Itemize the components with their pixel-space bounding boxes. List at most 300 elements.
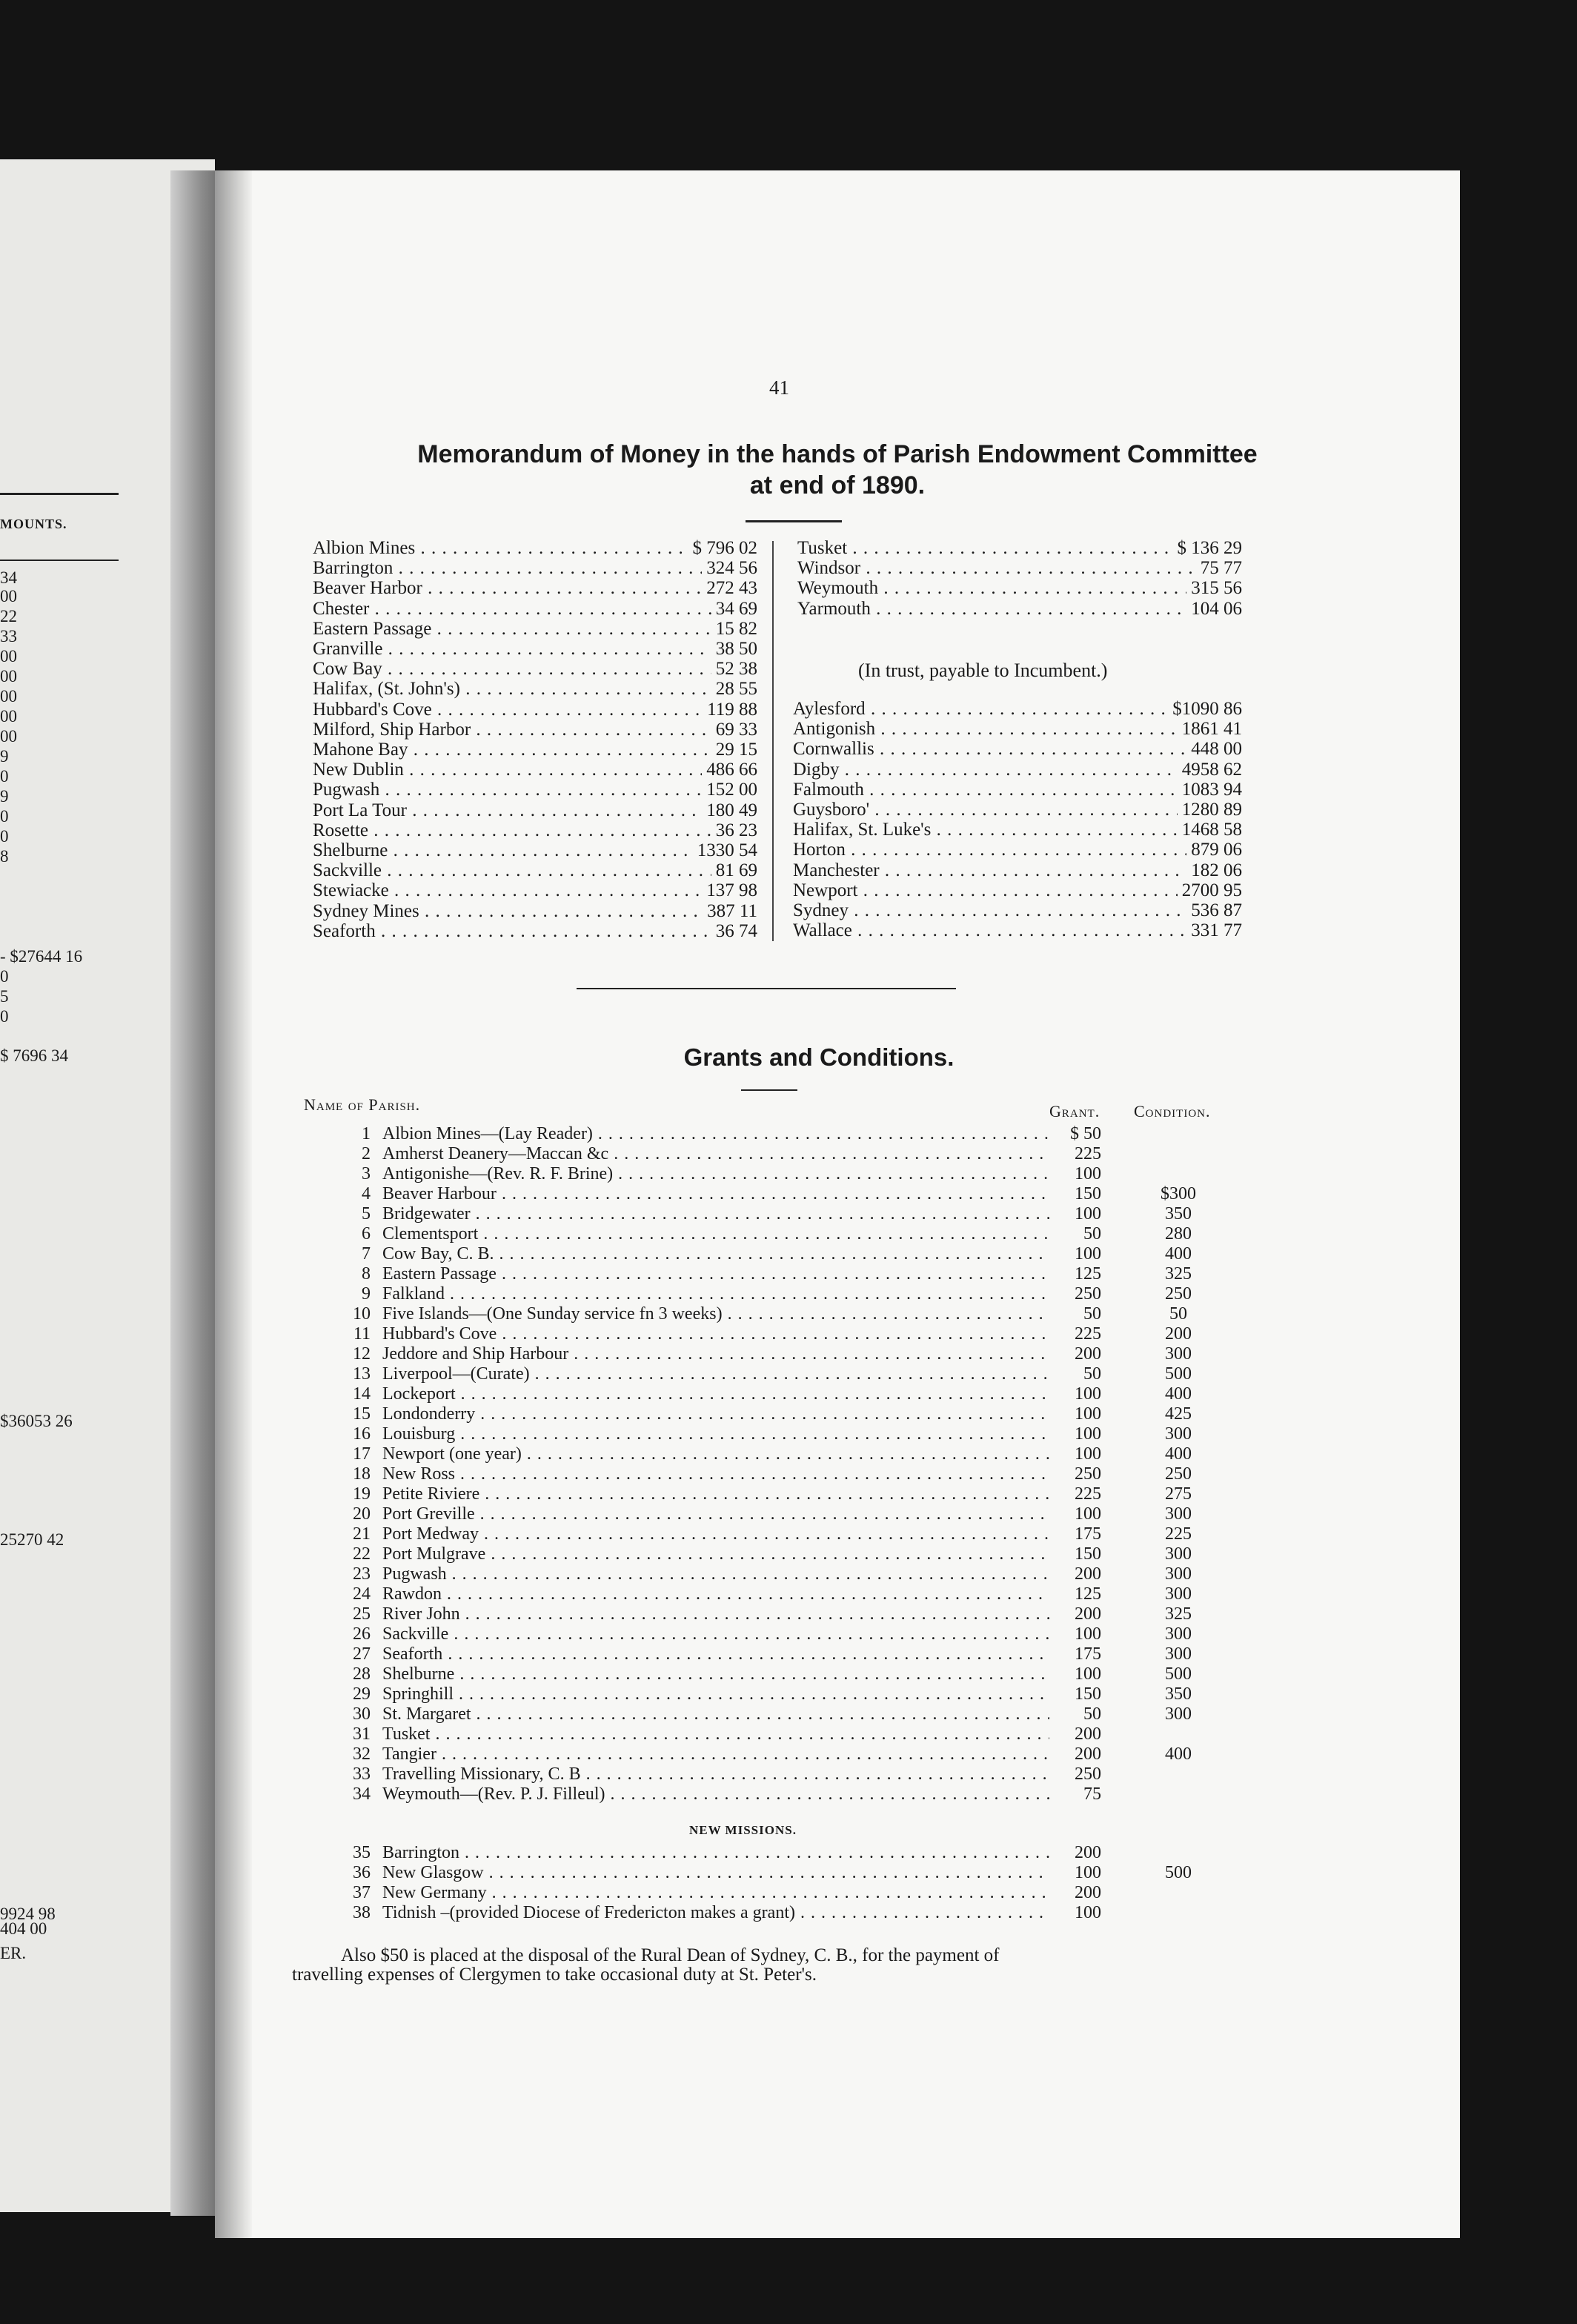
grant-amount: $ 50 — [1070, 1124, 1101, 1143]
grant-amount: 200 — [1075, 1744, 1101, 1764]
grant-amount: 100 — [1075, 1404, 1101, 1424]
facing-page-fragment: 00 — [0, 727, 17, 746]
condition-amount: 225 — [1165, 1524, 1192, 1544]
parish-name: Beaver Harbor . . . — [313, 578, 702, 598]
memo-row — [313, 700, 757, 720]
amount: 15 82 — [715, 618, 757, 639]
condition-amount: 350 — [1165, 1684, 1192, 1704]
table-row — [215, 1264, 1460, 1284]
row-number: 27 — [353, 1644, 371, 1664]
facing-page-fragment: 0 — [0, 967, 9, 986]
grant-amount: 125 — [1075, 1584, 1101, 1604]
column-header-parish: Name of Parish. — [304, 1095, 421, 1114]
condition-amount: 300 — [1165, 1424, 1192, 1444]
parish-name: Amherst Deanery—Maccan &c . . . — [382, 1144, 1049, 1164]
amount: 448 00 — [1191, 739, 1242, 760]
column-header-grant: Grant. — [1049, 1102, 1100, 1120]
parish-name: Lockeport . . . — [382, 1384, 1049, 1404]
parish-name: Falkland . . . — [382, 1284, 1049, 1304]
parish-name: Pugwash . . . — [382, 1564, 1049, 1584]
parish-name: Aylesford . . . — [793, 699, 1168, 719]
condition-amount: 500 — [1165, 1664, 1192, 1684]
grant-amount: 100 — [1075, 1384, 1101, 1404]
row-number: 16 — [353, 1424, 371, 1444]
parish-name: Chester . . . — [313, 599, 711, 619]
table-row — [215, 1144, 1460, 1164]
table-row — [215, 1204, 1460, 1224]
table-row — [215, 1364, 1460, 1384]
parish-name: Hubbard's Cove . . . — [313, 700, 703, 720]
memo-row — [797, 599, 1242, 619]
parish-name: Antigonishe—(Rev. R. F. Brine) . . . — [382, 1164, 1049, 1184]
table-row — [215, 1724, 1460, 1744]
parish-name: Antigonish . . . — [793, 719, 1178, 739]
parish-name: Cow Bay, C. B. . . . — [382, 1244, 1049, 1264]
amount: 137 98 — [706, 880, 757, 901]
parish-name: Liverpool—(Curate) . . . — [382, 1364, 1049, 1384]
amount: 182 06 — [1191, 860, 1242, 880]
facing-page-fragment: 00 — [0, 667, 17, 685]
parish-name: Londonderry . . . — [382, 1404, 1049, 1424]
memo-row — [797, 578, 1242, 598]
table-row — [215, 1883, 1460, 1903]
grant-amount: 100 — [1075, 1504, 1101, 1524]
grant-amount: 175 — [1075, 1644, 1101, 1664]
facing-page-fragment: 404 00 — [0, 1919, 47, 1938]
amount: 69 33 — [715, 719, 757, 740]
table-row — [215, 1184, 1460, 1204]
amount: 2700 95 — [1181, 880, 1242, 900]
row-number: 11 — [353, 1324, 371, 1344]
memo-row — [313, 921, 757, 941]
parish-name: Shelburne . . . — [382, 1664, 1049, 1684]
parish-name: River John . . . — [382, 1604, 1049, 1624]
grant-amount: 125 — [1075, 1264, 1101, 1284]
facing-page-fragment: - $27644 16 — [0, 947, 83, 966]
grant-amount: 100 — [1075, 1863, 1101, 1882]
condition-amount: 300 — [1165, 1624, 1192, 1644]
table-row — [215, 1124, 1460, 1144]
memo-row — [793, 760, 1242, 780]
parish-name: Eastern Passage . . . — [382, 1264, 1049, 1284]
row-number: 24 — [353, 1584, 371, 1604]
memo-row — [797, 538, 1242, 558]
page-number: 41 — [769, 376, 789, 399]
parish-name: Sydney Mines . . . — [313, 901, 703, 921]
parish-name: Seaforth . . . — [382, 1644, 1049, 1664]
memo-row — [793, 780, 1242, 800]
table-row — [215, 1324, 1460, 1344]
facing-page-fragment: 33 — [0, 627, 17, 645]
memo-row — [313, 720, 757, 740]
grant-amount: 225 — [1075, 1324, 1101, 1344]
new-missions-heading: NEW MISSIONS. — [689, 1823, 797, 1837]
row-number: 9 — [362, 1284, 371, 1304]
row-number: 25 — [353, 1604, 371, 1624]
facing-page-rule — [0, 493, 119, 495]
condition-amount: 200 — [1165, 1324, 1192, 1344]
parish-name: Yarmouth . . . — [797, 599, 1186, 619]
grant-amount: 200 — [1075, 1724, 1101, 1744]
grants-title: Grants and Conditions. — [683, 1043, 954, 1071]
table-row — [215, 1244, 1460, 1264]
grant-amount: 250 — [1075, 1764, 1101, 1784]
memo-row — [313, 860, 757, 880]
condition-amount: 300 — [1165, 1704, 1192, 1724]
row-number: 37 — [353, 1883, 371, 1902]
parish-name: Digby . . . — [793, 760, 1178, 780]
closing-note-line2: travelling expenses of Clergymen to take occasional duty at St. Peter's. — [292, 1965, 817, 1985]
parish-name: Jeddore and Ship Harbour . . . — [382, 1344, 1049, 1364]
condition-amount: 250 — [1165, 1464, 1192, 1484]
parish-name: Sydney . . . — [793, 900, 1186, 920]
parish-name: Port Greville . . . — [382, 1504, 1049, 1524]
row-number: 3 — [362, 1164, 371, 1183]
memo-row — [313, 820, 757, 840]
amount: 52 38 — [715, 659, 757, 680]
condition-amount: 300 — [1165, 1344, 1192, 1364]
amount: 29 15 — [715, 740, 757, 760]
amount: 536 87 — [1191, 900, 1242, 921]
grant-amount: 100 — [1075, 1903, 1101, 1922]
row-number: 12 — [353, 1344, 371, 1364]
table-row — [215, 1504, 1460, 1524]
row-number: 8 — [362, 1264, 371, 1284]
table-row — [215, 1624, 1460, 1644]
parish-name: Springhill . . . — [382, 1684, 1049, 1704]
condition-amount: 280 — [1165, 1224, 1192, 1244]
condition-amount: 350 — [1165, 1204, 1192, 1224]
table-row — [215, 1584, 1460, 1604]
table-row — [215, 1784, 1460, 1805]
memo-title-line1: Memorandum of Money in the hands of Parish Endowment Committee — [417, 440, 1258, 468]
condition-amount: 275 — [1165, 1484, 1192, 1504]
table-row — [215, 1464, 1460, 1484]
amount: 4958 62 — [1181, 759, 1242, 780]
condition-amount: 425 — [1165, 1404, 1192, 1424]
row-number: 2 — [362, 1144, 371, 1163]
amount: 81 69 — [715, 860, 757, 881]
memo-row — [313, 679, 757, 699]
parish-name: Barrington . . . — [313, 558, 702, 578]
parish-name: Seaforth . . . — [313, 921, 711, 941]
grant-amount: 200 — [1075, 1564, 1101, 1584]
row-number: 36 — [353, 1863, 371, 1882]
row-number: 14 — [353, 1384, 371, 1404]
table-row — [215, 1604, 1460, 1624]
condition-amount: 500 — [1165, 1863, 1192, 1882]
parish-name: New Dublin . . . — [313, 760, 702, 780]
row-number: 26 — [353, 1624, 371, 1644]
memo-row — [313, 780, 757, 800]
parish-name: Tusket . . . — [382, 1724, 1049, 1744]
parish-name: New Glasgow . . . — [382, 1863, 1049, 1883]
facing-page-fragment: 9 — [0, 787, 9, 806]
parish-name: Wallace . . . — [793, 920, 1186, 940]
table-row — [215, 1524, 1460, 1544]
row-number: 21 — [353, 1524, 371, 1544]
parish-name: Milford, Ship Harbor . . . — [313, 720, 711, 740]
condition-amount: 400 — [1165, 1744, 1192, 1764]
grant-amount: 200 — [1075, 1883, 1101, 1902]
facing-page-fragment: 25270 42 — [0, 1530, 64, 1549]
row-number: 35 — [353, 1843, 371, 1862]
memo-row — [313, 740, 757, 760]
parish-name: New Germany . . . — [382, 1883, 1049, 1903]
condition-amount: 400 — [1165, 1244, 1192, 1264]
memo-row — [793, 739, 1242, 759]
grant-amount: 200 — [1075, 1843, 1101, 1862]
facing-page-fragment: 0 — [0, 1007, 9, 1026]
memo-row — [313, 840, 757, 860]
condition-amount: 250 — [1165, 1284, 1192, 1304]
amount: 34 69 — [715, 598, 757, 619]
table-row — [215, 1224, 1460, 1244]
column-header-condition: Condition. — [1134, 1102, 1211, 1120]
parish-name: Eastern Passage . . . — [313, 619, 711, 639]
row-number: 32 — [353, 1744, 371, 1764]
parish-name: Port Mulgrave . . . — [382, 1544, 1049, 1564]
parish-name: Petite Riviere . . . — [382, 1484, 1049, 1504]
grant-amount: 50 — [1083, 1364, 1101, 1384]
memo-row — [793, 880, 1242, 900]
memo-row — [313, 578, 757, 598]
parish-name: Hubbard's Cove . . . — [382, 1324, 1049, 1344]
condition-amount: 300 — [1165, 1504, 1192, 1524]
row-number: 5 — [362, 1204, 371, 1224]
amount: 1083 94 — [1181, 779, 1242, 800]
memo-right-top-column — [797, 538, 1242, 619]
table-row — [215, 1344, 1460, 1364]
parish-name: Newport . . . — [793, 880, 1178, 900]
row-number: 28 — [353, 1664, 371, 1684]
condition-amount: 400 — [1165, 1384, 1192, 1404]
parish-name: Tidnish –(provided Diocese of Fredericton makes a grant) . . . — [382, 1903, 1049, 1923]
grant-amount: 50 — [1083, 1304, 1101, 1324]
memo-row — [797, 558, 1242, 578]
parish-name: Windsor . . . — [797, 558, 1196, 578]
table-row — [215, 1424, 1460, 1444]
parish-name: Granville . . . — [313, 639, 711, 659]
table-row — [215, 1744, 1460, 1764]
table-row — [215, 1284, 1460, 1304]
parish-name: Horton . . . — [793, 840, 1186, 860]
condition-amount: 50 — [1169, 1304, 1187, 1324]
memo-row — [313, 901, 757, 921]
condition-amount: 300 — [1165, 1564, 1192, 1584]
grant-amount: 225 — [1075, 1144, 1101, 1163]
grant-amount: 250 — [1075, 1284, 1101, 1304]
amount: 272 43 — [706, 578, 757, 599]
facing-page-fragment: 0 — [0, 827, 9, 846]
facing-page-fragment: 00 — [0, 687, 17, 706]
column-divider — [772, 541, 774, 941]
memo-row — [793, 920, 1242, 940]
amount: 1468 58 — [1181, 820, 1242, 840]
grant-amount: 175 — [1075, 1524, 1101, 1544]
parish-name: Port La Tour . . . — [313, 800, 702, 820]
amount: $ 136 29 — [1177, 538, 1242, 558]
row-number: 1 — [362, 1124, 371, 1143]
amount: 331 77 — [1191, 920, 1242, 941]
row-number: 17 — [353, 1444, 371, 1464]
condition-amount: 325 — [1165, 1264, 1192, 1284]
grant-amount: 100 — [1075, 1164, 1101, 1183]
table-row — [215, 1304, 1460, 1324]
row-number: 6 — [362, 1224, 371, 1244]
amount: 38 50 — [715, 639, 757, 660]
amount: 879 06 — [1191, 840, 1242, 860]
memo-row — [793, 800, 1242, 820]
table-row — [215, 1484, 1460, 1504]
table-row — [215, 1764, 1460, 1784]
row-number: 22 — [353, 1544, 371, 1564]
row-number: 30 — [353, 1704, 371, 1724]
parish-name: Albion Mines—(Lay Reader) . . . — [382, 1124, 1049, 1144]
parish-name: Rosette . . . — [313, 820, 711, 840]
grants-title-rule — [741, 1089, 797, 1091]
table-row — [215, 1404, 1460, 1424]
amount: 36 23 — [715, 820, 757, 840]
memo-row — [313, 659, 757, 679]
facing-page-fragment: 8 — [0, 847, 9, 866]
parish-name: Travelling Missionary, C. B . . . — [382, 1764, 1049, 1784]
facing-page-fragment: 00 — [0, 707, 17, 726]
row-number: 38 — [353, 1903, 371, 1922]
grant-amount: 100 — [1075, 1664, 1101, 1684]
parish-name: Shelburne . . . — [313, 840, 693, 860]
parish-name: Mahone Bay . . . — [313, 740, 711, 760]
facing-page-fragment: 00 — [0, 587, 17, 605]
memo-row — [313, 800, 757, 820]
parish-name: St. Margaret . . . — [382, 1704, 1049, 1724]
grant-amount: 200 — [1075, 1604, 1101, 1624]
grant-amount: 100 — [1075, 1444, 1101, 1464]
condition-amount: 300 — [1165, 1584, 1192, 1604]
memo-row — [313, 639, 757, 659]
memo-right-trust-column — [793, 699, 1242, 940]
facing-page-fragment: 00 — [0, 647, 17, 665]
grant-amount: 50 — [1083, 1224, 1101, 1244]
parish-name: Louisburg . . . — [382, 1424, 1049, 1444]
table-row — [215, 1164, 1460, 1184]
parish-name: Barrington . . . — [382, 1843, 1049, 1863]
parish-name: Sackville . . . — [313, 860, 711, 880]
facing-page-rule — [0, 560, 119, 561]
memo-row — [793, 840, 1242, 860]
parish-name: Bridgewater . . . — [382, 1204, 1049, 1224]
parish-name: Beaver Harbour . . . — [382, 1184, 1049, 1204]
grant-amount: 75 — [1083, 1784, 1101, 1804]
table-row — [215, 1843, 1460, 1863]
facing-page-fragment: $ 7696 34 — [0, 1046, 68, 1065]
grant-amount: 150 — [1075, 1184, 1101, 1204]
memo-row — [313, 558, 757, 578]
parish-name: Port Medway . . . — [382, 1524, 1049, 1544]
amount: 104 06 — [1191, 598, 1242, 619]
row-number: 20 — [353, 1504, 371, 1524]
parish-name: Halifax, St. Luke's . . . — [793, 820, 1178, 840]
facing-page-fragment: ER. — [0, 1944, 27, 1962]
row-number: 19 — [353, 1484, 371, 1504]
row-number: 31 — [353, 1724, 371, 1744]
memo-row — [313, 619, 757, 639]
amount: $1090 86 — [1172, 699, 1242, 719]
section-rule — [577, 988, 956, 989]
parish-name: Clementsport . . . — [382, 1224, 1049, 1244]
memo-row — [793, 699, 1242, 719]
grant-amount: 50 — [1083, 1704, 1101, 1724]
table-row — [215, 1664, 1460, 1684]
amount: 180 49 — [706, 800, 757, 820]
grant-amount: 250 — [1075, 1464, 1101, 1484]
parish-name: Sackville . . . — [382, 1624, 1049, 1644]
parish-name: Albion Mines . . . — [313, 538, 688, 558]
amount: 119 88 — [707, 699, 757, 720]
facing-page-fragment: 5 — [0, 987, 9, 1006]
table-row — [215, 1644, 1460, 1664]
condition-amount: 300 — [1165, 1544, 1192, 1564]
parish-name: Manchester . . . — [793, 860, 1186, 880]
facing-page-fragment: 9924 98 — [0, 1905, 56, 1923]
grant-amount: 100 — [1075, 1204, 1101, 1224]
parish-name: Rawdon . . . — [382, 1584, 1049, 1604]
parish-name: Weymouth . . . — [797, 578, 1186, 598]
parish-name: Cornwallis . . . — [793, 739, 1186, 759]
memo-row — [793, 860, 1242, 880]
row-number: 7 — [362, 1244, 371, 1264]
memo-left-column — [313, 538, 757, 941]
parish-name: Tangier . . . — [382, 1744, 1049, 1764]
table-row — [215, 1863, 1460, 1883]
row-number: 13 — [353, 1364, 371, 1384]
row-number: 23 — [353, 1564, 371, 1584]
grant-amount: 150 — [1075, 1684, 1101, 1704]
table-row — [215, 1384, 1460, 1404]
row-number: 29 — [353, 1684, 371, 1704]
amount: 28 55 — [715, 679, 757, 700]
amount: $ 796 02 — [692, 538, 757, 558]
memo-row — [313, 880, 757, 900]
title-rule — [746, 520, 842, 522]
book-page — [215, 170, 1460, 2238]
parish-name: Falmouth . . . — [793, 780, 1178, 800]
parish-name: Guysboro' . . . — [793, 800, 1178, 820]
condition-amount: $300 — [1161, 1184, 1196, 1204]
table-row — [215, 1684, 1460, 1704]
row-number: 15 — [353, 1404, 371, 1424]
memo-row — [793, 900, 1242, 920]
row-number: 34 — [353, 1784, 371, 1804]
facing-page-header: MOUNTS. — [0, 517, 67, 531]
amount: 1330 54 — [697, 840, 757, 861]
table-row — [215, 1704, 1460, 1724]
table-row — [215, 1564, 1460, 1584]
trust-heading: (In trust, payable to Incumbent.) — [858, 660, 1108, 681]
condition-amount: 325 — [1165, 1604, 1192, 1624]
grant-amount: 100 — [1075, 1424, 1101, 1444]
table-row — [215, 1903, 1460, 1923]
amount: 1280 89 — [1181, 800, 1242, 820]
row-number: 18 — [353, 1464, 371, 1484]
memo-row — [793, 719, 1242, 739]
amount: 152 00 — [706, 780, 757, 800]
grant-amount: 100 — [1075, 1624, 1101, 1644]
facing-page-fragment: 34 — [0, 568, 17, 587]
memo-row — [313, 538, 757, 558]
row-number: 4 — [362, 1184, 371, 1204]
table-row — [215, 1544, 1460, 1564]
